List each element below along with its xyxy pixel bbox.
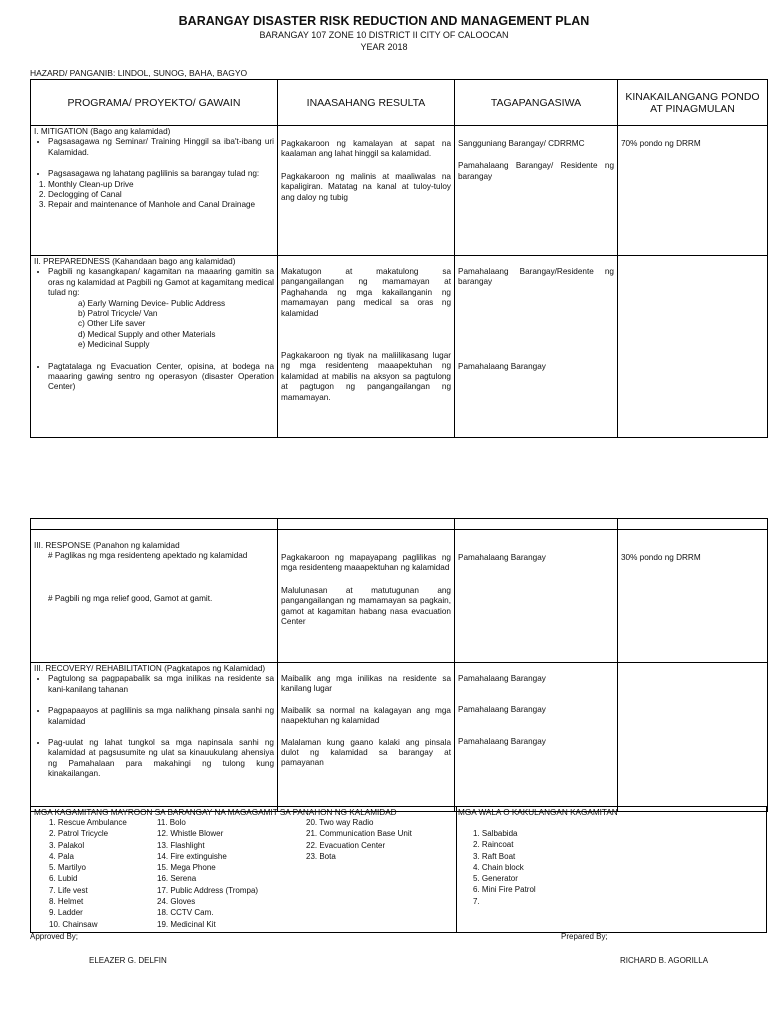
- response-result-1: Pagkakaroon ng mapayapang paglilikas ng mga residenteng maaapektuhan ng kalamidad: [281, 553, 451, 573]
- list-item: • Pagtulong sa pagpapabalik sa mga inilikas na residente sa kani-kanilang tahanan: [48, 674, 274, 695]
- list-item: 2. Declogging of Canal: [48, 190, 274, 200]
- list-item: 3. Raft Boat: [473, 851, 516, 861]
- list-item: a) Early Warning Device- Public Address: [78, 298, 226, 308]
- hazard-line: HAZARD/ PANGANIB: LINDOL, SUNOG, BAHA, BAGYO: [30, 68, 248, 78]
- list-item: • Pag-uulat ng lahat tungkol sa mga napinsala sanhi ng kalamidad at pagsusumite ng ulat sa kinauukulang ahensiya ng Pamahalaan para makahingi ng tulong kung kinakailangan.: [48, 738, 274, 780]
- approved-label: Approved By;: [30, 932, 79, 941]
- header-tagapangasiwa: TAGAPANGASIWA: [455, 80, 618, 126]
- header-programa: PROGRAMA/ PROYEKTO/ GAWAIN: [31, 80, 278, 126]
- list-item: • Pagsasagawa ng lahatang paglilinis sa barangay tulad ng:: [48, 169, 274, 179]
- list-item: 19. Medicinal Kit: [157, 919, 216, 929]
- response-fund: 30% pondo ng DRRM: [621, 553, 701, 562]
- table-row-response: [31, 530, 768, 663]
- mitigation-result-1: Pagkakaroon ng kamalayan at sapat na kaalaman ang lahat hinggil sa kalamidad.: [281, 139, 451, 159]
- list-item: 2. Patrol Tricycle: [49, 829, 109, 839]
- list-item: 6. Lubid: [49, 874, 78, 884]
- list-item: 11. Bolo: [157, 818, 186, 827]
- list-item: 6. Mini Fire Patrol: [473, 885, 536, 895]
- recovery-heading: III. RECOVERY/ REHABILITATION (Pagkatapos ng Kalamidad): [34, 664, 266, 673]
- header-resulta: INAASAHANG RESULTA: [278, 80, 455, 126]
- list-item: 20. Two way Radio: [306, 818, 374, 827]
- list-item: c) Other Life saver: [78, 319, 146, 329]
- response-heading: III. RESPONSE (Panahon ng kalamidad: [34, 541, 180, 550]
- mitigation-resp-2: Pamahalaang Barangay/ Residente ng barangay: [458, 161, 614, 181]
- list-item: 18. CCTV Cam.: [157, 908, 214, 918]
- list-item: 2. Raincoat: [473, 840, 514, 850]
- list-item: 7.: [473, 896, 480, 906]
- list-item: # Pagbili ng mga relief good, Gamot at gamit.: [48, 593, 213, 603]
- preparedness-resp-2: Pamahalaang Barangay: [458, 361, 546, 371]
- recovery-resp-2: Pamahalaang Barangay: [458, 705, 546, 715]
- response-resp: Pamahalaang Barangay: [458, 553, 546, 562]
- list-item: 23. Bota: [306, 851, 336, 861]
- recovery-resp-3: Pamahalaang Barangay: [458, 736, 546, 746]
- plan-year: YEAR 2018: [360, 42, 408, 52]
- list-item: 3. Palakol: [49, 840, 85, 850]
- list-item: • Pagpapaayos at paglilinis sa mga nalikhang pinsala sanhi ng kalamidad: [48, 706, 274, 727]
- recovery-resp-1: Pamahalaang Barangay: [458, 674, 546, 683]
- list-item: • Pagsasagawa ng Seminar/ Training Hinggil sa iba't-ibang uri Kalamidad.: [48, 137, 274, 158]
- prepared-label: Prepared By;: [561, 932, 608, 941]
- list-item: 9. Ladder: [49, 908, 83, 918]
- list-item: 7. Life vest: [49, 885, 88, 895]
- barangay-subtitle: BARANGAY 107 ZONE 10 DISTRICT II CITY OF CALOOCAN: [259, 30, 509, 40]
- list-item: 16. Serena: [157, 874, 197, 884]
- preparedness-result-2: Pagkakaroon ng tiyak na maliilikasang lugar ng mga residenteng maaapektuhan ng kalamidad at mabilis na aksyon sa pagtulong at pagtugon ng pangangailangan ng mamamayan.: [281, 351, 451, 402]
- list-item: 1. Rescue Ambulance: [49, 818, 127, 827]
- list-item: 21. Communication Base Unit: [306, 829, 412, 839]
- list-item: 4. Pala: [49, 851, 74, 861]
- list-item: 17. Public Address (Trompa): [157, 885, 259, 895]
- plan-table-top: [30, 79, 768, 438]
- table-row-mitigation: [31, 126, 768, 256]
- list-item: 22. Evacuation Center: [306, 840, 386, 850]
- approved-name: ELEAZER G. DELFIN: [89, 956, 167, 965]
- list-item: 13. Flashlight: [157, 840, 205, 850]
- header-pondo: KINAKAILANGANG PONDO AT PINAGMULAN: [618, 80, 768, 126]
- recovery-result-1: Maibalik ang mga inilikas na residente sa kanilang lugar: [281, 674, 451, 694]
- list-item: • Pagtatalaga ng Evacuation Center, opisina, at bodega na maaaring gawing sentro ng operasyon (disaster Operation Center): [48, 362, 274, 393]
- document-title: BARANGAY DISASTER RISK REDUCTION AND MANAGEMENT PLAN: [178, 14, 590, 28]
- list-item: 14. Fire extinguishe: [157, 851, 227, 861]
- list-item: 8. Helmet: [49, 897, 84, 907]
- list-item: 15. Mega Phone: [157, 863, 216, 873]
- preparedness-result-1: Makatugon at makatulong sa pangangailangan ng mamamayan at Paghahanda ng mga kakailanganin ng mamamayan pang medical sa oras ng kalamidad: [281, 267, 451, 318]
- list-item: 5. Generator: [473, 874, 518, 884]
- mitigation-heading: I. MITIGATION (Bago ang kalamidad): [34, 127, 171, 136]
- response-result-2: Malulunasan at matutugunan ang pangangailangan ng mamamayan sa pagkain, gamot at kagamitan habang nasa evacuation Center: [281, 585, 451, 627]
- table-row-recovery: [31, 663, 768, 812]
- prepared-name: RICHARD B. AGORILLA: [620, 956, 709, 965]
- available-equipment-box: [30, 806, 457, 933]
- mitigation-fund: 70% pondo ng DRRM: [621, 139, 701, 148]
- plan-table-bottom: [30, 518, 768, 812]
- available-equipment-title: MGA KAGAMITANG MAYROON SA BARANGAY NA MAGAGAMIT SA PANAHON NG KALAMIDAD: [34, 808, 397, 817]
- lacking-equipment-box: [455, 806, 767, 933]
- preparedness-heading: II. PREPAREDNESS (Kahandaan bago ang kalamidad): [34, 257, 236, 266]
- mitigation-result-2: Pagkakaroon ng malinis at maaliwalas na kapaligiran. Matatag na kanal at tuloy-tuloy ang daloy ng tubig: [281, 171, 451, 202]
- list-item: • Pagbili ng kasangkapan/ kagamitan na maaaring gamitin sa oras ng kalamidad at Pagbili ng Gamot at kagamitang medical tulad ng:: [48, 267, 274, 298]
- list-item: 12. Whistle Blower: [157, 829, 224, 839]
- list-item: 10. Chainsaw: [49, 919, 98, 929]
- table-row-preparedness: [31, 256, 768, 438]
- list-item: d) Medical Supply and other Materials: [78, 329, 216, 339]
- list-item: b) Patrol Tricycle/ Van: [78, 309, 158, 319]
- recovery-result-3: Malalaman kung gaano kalaki ang pinsala dulot ng kalamidad sa barangay at pamayanan: [281, 737, 451, 768]
- list-item: 1. Salbabida: [473, 829, 518, 838]
- list-item: 24. Gloves: [157, 897, 196, 907]
- preparedness-resp-1: Pamahalaang Barangay/Residente ng barangay: [458, 267, 614, 287]
- recovery-result-2: Maibalik sa normal na kalagayan ang mga naapektuhan ng kalamidad: [281, 705, 451, 726]
- list-item: 3. Repair and maintenance of Manhole and Canal Drainage: [48, 200, 274, 210]
- lacking-equipment-title: MGA WALA O KAKULANGAN KAGAMITAN: [458, 808, 618, 817]
- list-item: # Paglikas ng mga residenteng apektado ng kalamidad: [48, 551, 248, 561]
- list-item: 1. Monthly Clean-up Drive: [48, 180, 274, 190]
- list-item: e) Medicinal Supply: [78, 340, 150, 350]
- mitigation-resp-1: Sangguniang Barangay/ CDRRMC: [458, 139, 585, 148]
- list-item: 4. Chain block: [473, 862, 524, 872]
- list-item: 5. Martilyo: [49, 863, 86, 873]
